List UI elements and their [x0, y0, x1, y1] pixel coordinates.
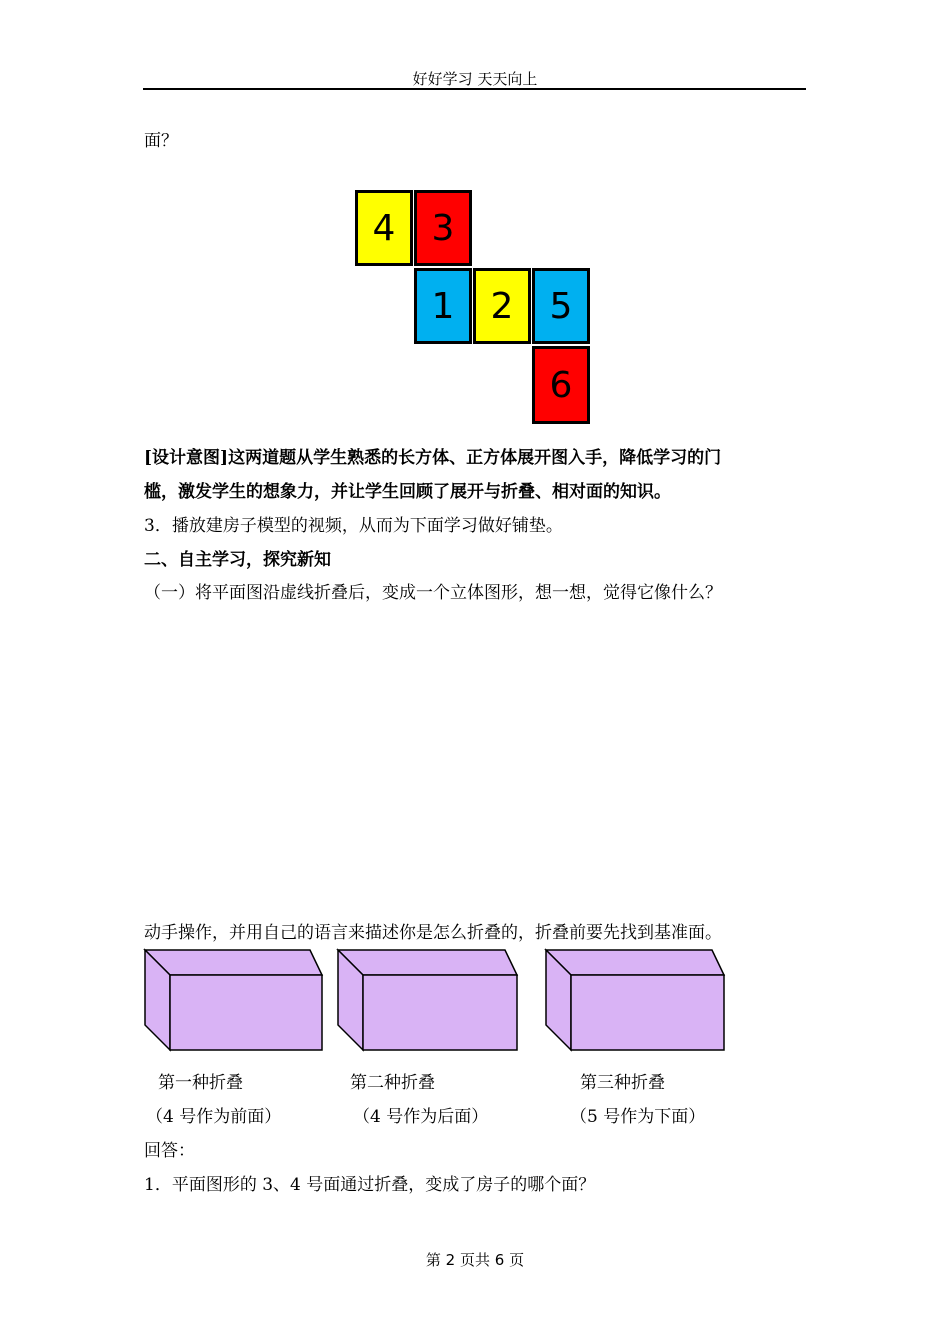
design-intent-line1: [设计意图]这两道题从学生熟悉的长方体、正方体展开图入手，降低学习的门 [144, 448, 722, 468]
question-1: 1．平面图形的 3、4 号面通过折叠，变成了房子的哪个面？ [144, 1175, 596, 1195]
item-3: 3．播放建房子模型的视频，从而为下面学习做好铺垫。 [144, 516, 563, 536]
face-label: 4 [372, 207, 396, 249]
prism-1 [145, 950, 322, 1050]
fold-1-name: 第一种折叠 [158, 1073, 243, 1093]
face-label: 6 [549, 364, 573, 406]
prism-2 [338, 950, 517, 1050]
prism-3 [546, 950, 724, 1050]
fold-3-note: （5 号作为下面） [570, 1107, 706, 1127]
page-footer: 第 2 页共 6 页 [425, 1251, 525, 1269]
instruction-line: 动手操作，并用自己的语言来描述你是怎么折叠的，折叠前要先找到基准面。 [144, 923, 722, 943]
fold-1-note: （4 号作为前面） [146, 1107, 282, 1127]
prism-front [363, 975, 517, 1050]
section-2-title: 二、自主学习，探究新知 [144, 550, 331, 570]
answer-label: 回答： [144, 1141, 195, 1161]
fold-3-name: 第三种折叠 [580, 1073, 665, 1093]
face-label: 5 [549, 285, 573, 327]
prism-front [170, 975, 322, 1050]
prism-front [571, 975, 724, 1050]
prism-top [546, 950, 724, 975]
face-label: 1 [431, 285, 455, 327]
part-1-question: （一）将平面图沿虚线折叠后，变成一个立体图形，想一想，觉得它像什么？ [144, 583, 722, 603]
prism-top [338, 950, 517, 975]
design-intent-line2: 槛，激发学生的想象力，并让学生回顾了展开与折叠、相对面的知识。 [144, 482, 671, 502]
intro-line: 面？ [144, 131, 178, 151]
face-label: 3 [431, 207, 455, 249]
page-header: 好好学习 天天向上 [412, 70, 538, 88]
prism-top [145, 950, 322, 975]
face-label: 2 [490, 285, 514, 327]
fold-2-name: 第二种折叠 [350, 1073, 435, 1093]
fold-2-note: （4 号作为后面） [353, 1107, 489, 1127]
